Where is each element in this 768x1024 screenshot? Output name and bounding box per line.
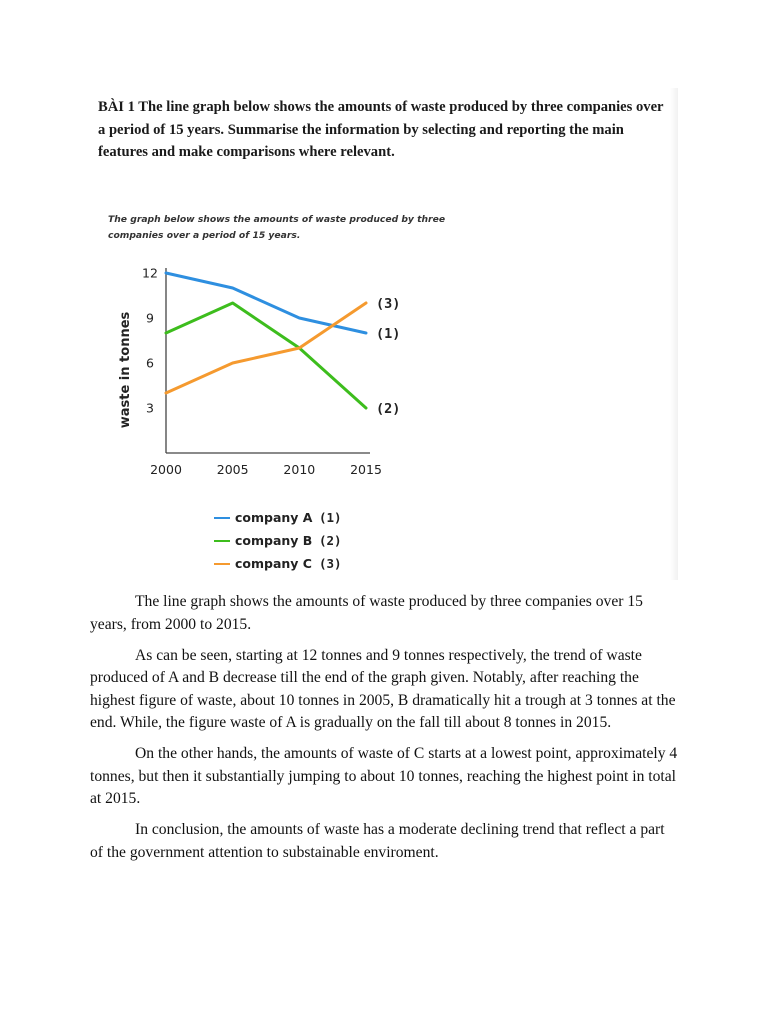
- essay-paragraph-4: In conclusion, the amounts of waste has a moderate declining trend that reflect a part of the government attention to substainable enviroment.: [90, 821, 665, 861]
- legend-item-company-b: [214, 529, 342, 552]
- legend-marker-company-c: (3): [319, 556, 342, 571]
- legend-label-company-b: company B: [235, 533, 313, 548]
- essay-paragraph-2: As can be seen, starting at 12 tonnes and 9 tonnes respectively, the trend of waste produced of A and B decrease till the end of the graph given. Notably, after reaching the highest figure of waste, about 10 tonnes in 2005, B dramatically hit a trough at 3 tonnes at the end. While, the figure waste of A is gradually on the fall till about 8 tonnes in 2015.: [90, 646, 676, 731]
- task-prompt: BÀI 1 The line graph below shows the amounts of waste produced by three companies over a period of 15 years. Summarise the information by selecting and reporting the main features and make comparisons where relevant.: [98, 99, 664, 160]
- legend-swatch-company-a: [214, 517, 230, 519]
- legend-item-company-c: [214, 552, 342, 575]
- legend-marker-company-a: (1): [319, 510, 342, 525]
- series-end-marker-company-a: (1): [376, 326, 401, 342]
- legend-swatch-company-b: [214, 540, 230, 542]
- legend-marker-company-b: (2): [319, 533, 342, 548]
- series-end-marker-company-b: (2): [376, 401, 401, 417]
- legend-item-company-a: [214, 506, 342, 529]
- essay-body: [90, 591, 678, 873]
- legend-label-company-a: company A: [235, 510, 313, 525]
- essay-paragraph-1: The line graph shows the amounts of waste produced by three companies over 15 years, from 2000 to 2015.: [90, 593, 643, 633]
- x-tick-label: 2000: [150, 462, 182, 477]
- y-tick-label: 9: [146, 310, 154, 326]
- chart-layer: [118, 266, 400, 478]
- essay-paragraph-3: On the other hands, the amounts of waste of C starts at a lowest point, approximately 4 tonnes, but then it substantially jumping to about 10 tonnes, reaching the highest point in total at 2015.: [90, 745, 678, 807]
- legend-label-company-c: company C: [235, 556, 312, 571]
- x-tick-label: 2005: [216, 462, 249, 477]
- x-tick-label: 2015: [350, 462, 382, 477]
- series-end-marker-company-c: (3): [376, 296, 401, 312]
- legend-swatch-company-c: [214, 563, 230, 565]
- chart-title: The graph below shows the amounts of waste produced by three companies over a period of 15 years.: [108, 214, 446, 241]
- y-tick-label: 6: [146, 355, 154, 371]
- y-axis-label: waste in tonnes: [118, 311, 133, 429]
- y-tick-label: 12: [142, 265, 158, 281]
- y-tick-label: 3: [146, 400, 154, 416]
- chart-legend: [214, 506, 342, 575]
- x-tick-label: 2010: [283, 462, 316, 477]
